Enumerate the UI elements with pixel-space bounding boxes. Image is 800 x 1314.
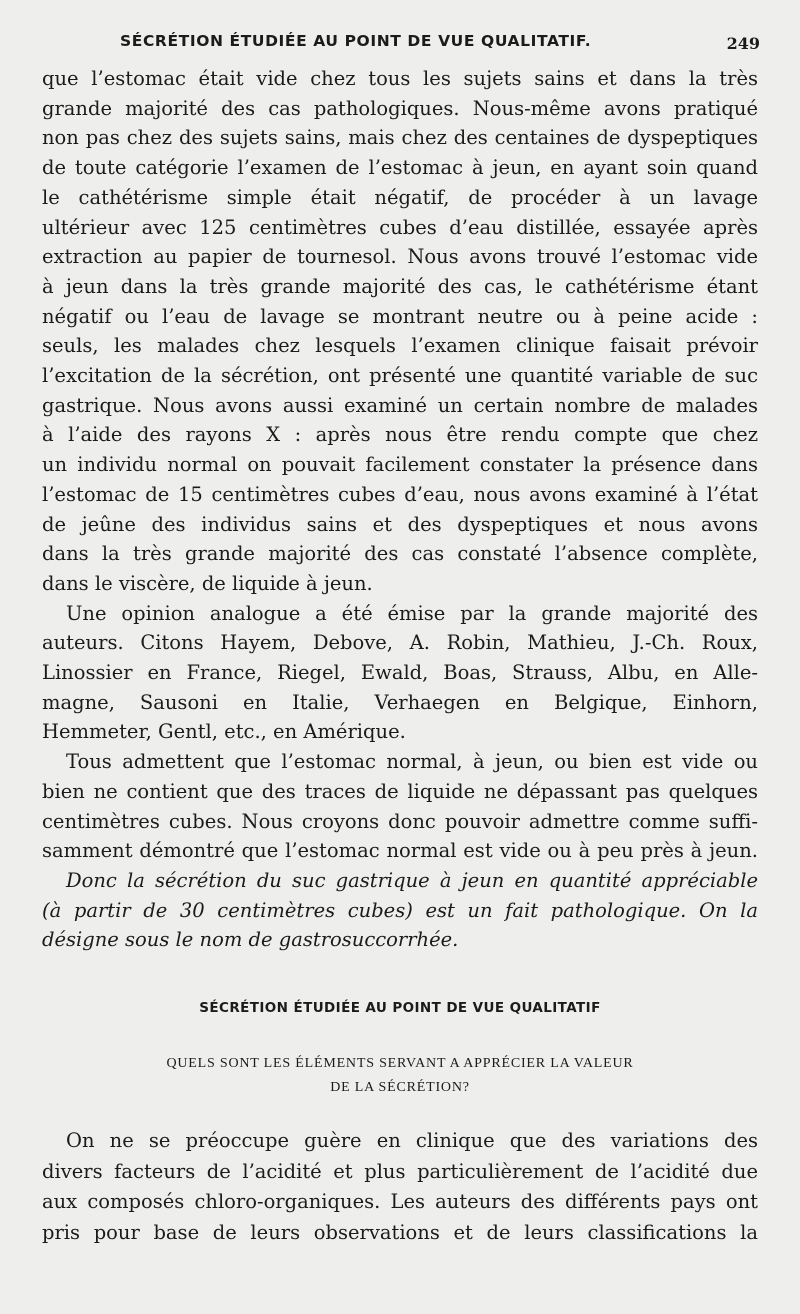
text-line: à l’aide des rayons X : après nous être rendu compte que chez — [42, 423, 758, 447]
text-line: centimètres cubes. Nous croyons donc pouvoir admettre comme suffi- — [42, 809, 758, 833]
text-line: pris pour base de leurs observations et de leurs classifications la — [42, 1220, 758, 1244]
body-text — [42, 64, 758, 955]
paragraph-2 — [42, 599, 758, 748]
section-heading: SÉCRÉTION ÉTUDIÉE AU POINT DE VUE QUALITATIF — [199, 1000, 601, 1016]
text-line: grande majorité des cas pathologiques. Nous-même avons pratiqué — [42, 96, 758, 120]
text-line: un individu normal on pouvait facilement constater la présence dans — [42, 453, 758, 477]
text-line: bien ne contient que des traces de liquide ne dépassant pas quelques — [42, 779, 758, 803]
running-title: SÉCRÉTION ÉTUDIÉE AU POINT DE VUE QUALITATIF. — [120, 32, 592, 50]
text-line: Donc la sécrétion du suc gastrique à jeun en quantité appréciable — [66, 868, 758, 892]
question-line-2: DE LA SÉCRÉTION? — [330, 1080, 470, 1095]
running-head — [0, 32, 800, 56]
text-line: On ne se préoccupe guère en clinique que des variations des — [66, 1129, 758, 1152]
question-line-1: QUELS SONT LES ÉLÉMENTS SERVANT A APPRÉCIER LA VALEUR — [166, 1056, 634, 1071]
text-line: l’estomac de 15 centimètres cubes d’eau, nous avons examiné à l’état — [42, 482, 758, 506]
text-line: divers facteurs de l’acidité et plus particulièrement de l’acidité due — [42, 1159, 758, 1183]
text-line: dans le viscère, de liquide à jeun. — [42, 571, 373, 595]
section-question — [0, 1052, 800, 1100]
conclusion-italic — [42, 866, 758, 955]
page-number: 249 — [726, 34, 760, 53]
text-line: aux composés chloro-organiques. Les auteurs des différents pays ont — [42, 1190, 758, 1213]
paragraph-4 — [42, 1126, 758, 1248]
text-line: désigne sous le nom de gastrosuccorrhée. — [42, 928, 459, 952]
text-line: ultérieur avec 125 centimètres cubes d’eau distillée, essayée après — [42, 215, 758, 239]
text-line: seuls, les malades chez lesquels l’examen clinique faisait prévoir — [42, 334, 758, 358]
text-line: gastrique. Nous avons aussi examiné un certain nombre de malades — [42, 393, 758, 417]
text-line: non pas chez des sujets sains, mais chez des centaines de dyspeptiques — [42, 126, 758, 150]
paragraph-1 — [42, 64, 758, 599]
text-line: négatif ou l’eau de lavage se montrant neutre ou à peine acide : — [42, 304, 758, 328]
text-line: (à partir de 30 centimètres cubes) est un fait pathologique. On la — [42, 898, 758, 922]
text-line: à jeun dans la très grande majorité des cas, le cathétérisme étant — [42, 274, 758, 298]
text-line: dans la très grande majorité des cas constaté l’absence complète, — [42, 542, 758, 566]
text-line: le cathétérisme simple était négatif, de procéder à un lavage — [42, 185, 758, 209]
text-line: Hemmeter, Gentl, etc., en Amérique. — [42, 720, 406, 744]
text-line: Une opinion analogue a été émise par la grande majorité des — [66, 601, 758, 625]
text-line: l’excitation de la sécrétion, ont présenté une quantité variable de suc — [42, 364, 758, 388]
text-line: samment démontré que l’estomac normal est vide ou à peu près à jeun. — [42, 839, 758, 863]
text-line: de jeûne des individus sains et des dyspeptiques et nous avons — [42, 512, 758, 536]
text-line: que l’estomac était vide chez tous les sujets sains et dans la très — [42, 67, 758, 90]
text-line: magne, Sausoni en Italie, Verhaegen en Belgique, Einhorn, — [42, 690, 758, 714]
text-line: auteurs. Citons Hayem, Debove, A. Robin, Mathieu, J.-Ch. Roux, — [42, 631, 758, 655]
text-line: de toute catégorie l’examen de l’estomac à jeun, en ayant soin quand — [42, 156, 758, 180]
text-line: extraction au papier de tournesol. Nous avons trouvé l’estomac vide — [42, 245, 758, 269]
text-line: Linossier en France, Riegel, Ewald, Boas, Strauss, Albu, en Alle- — [42, 661, 758, 685]
text-line: Tous admettent que l’estomac normal, à jeun, ou bien est vide ou — [66, 750, 758, 774]
paragraph-3 — [42, 747, 758, 866]
